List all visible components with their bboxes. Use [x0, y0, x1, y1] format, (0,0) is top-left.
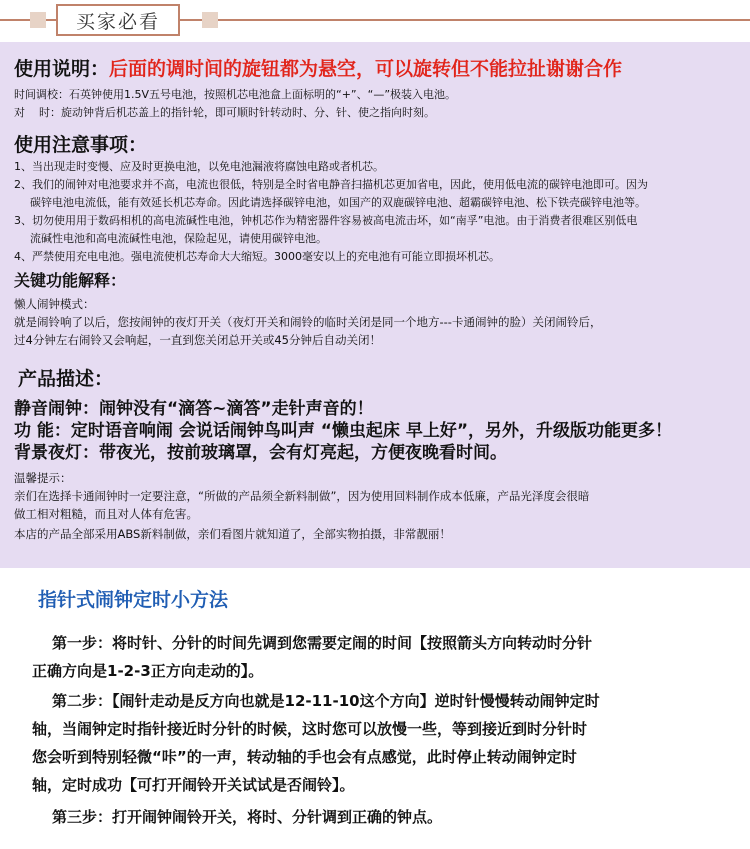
instructions-warning: 后面的调时间的旋钮都为悬空，可以旋转但不能拉扯谢谢合作 — [109, 58, 623, 80]
notes-heading: 使用注意事项： — [14, 134, 148, 156]
features-subtitle: 懒人闹钟模式： — [14, 297, 95, 311]
instruction-label: 时间调校： — [14, 88, 69, 101]
instruction-label: 对 时： — [14, 106, 61, 119]
product-line: 功 能：定时语音响闹 会说话闹钟鸟叫声 “懒虫起床 早上好”，另外，升级版功能更多！ — [14, 421, 673, 441]
note-line: 4、严禁使用充电电池。强电流使机芯寿命大大缩短。3000毫安以上的充电池有可能立即损坏机芯。 — [14, 250, 500, 263]
tips-line: 本店的产品全部采用ABS新料制做，亲们看图片就知道了，全部实物拍摄，非常靓丽！ — [14, 527, 451, 541]
method-step-line: 正确方向是1-2-3正方向走动的】。 — [32, 662, 264, 680]
instruction-text: 旋动钟背后机芯盖上的指针轮，即可顺时针转动时、分、针、使之指向时刻。 — [61, 106, 435, 119]
method-step-line: 轴，定时成功【可打开闹铃开关试试是否闹铃】。 — [32, 776, 355, 794]
instructions-heading: 使用说明： — [14, 58, 110, 80]
note-line: 1、当出现走时变慢、应及时更换电池，以免电池漏液将腐蚀电路或者机芯。 — [14, 160, 384, 173]
tips-heading: 温馨提示： — [14, 471, 72, 485]
method-step-line: 第二步：【闹针走动是反方向也就是12-11-10这个方向】逆时针慢慢转动闹钟定时 — [52, 692, 600, 710]
note-line: 流碱性电池和高电流碱性电池，保险起见，请使用碳锌电池。 — [30, 232, 327, 245]
instructions-heading-row — [14, 54, 622, 81]
instruction-row — [14, 104, 435, 120]
product-heading: 产品描述： — [18, 368, 114, 390]
note-line: 碳锌电池电流低，能有效延长机芯寿命。因此请选择碳锌电池，如国产的双鹿碳锌电池、超霸碳锌电池、松下铁壳碳锌电池等。 — [30, 196, 646, 209]
header-banner — [0, 0, 750, 40]
header-ornament-right — [202, 12, 218, 28]
features-line: 就是闹铃响了以后，您按闹钟的夜灯开关（夜灯开关和闹铃的临时关闭是同一个地方---卡通闹钟的脸）关闭闹铃后， — [14, 315, 602, 329]
note-line: 3、切勿使用用于数码相机的高电流碱性电池，钟机芯作为精密器件容易被高电流击坏，如“南孚”电池。由于消费者很难区别低电 — [14, 214, 638, 227]
features-line: 过4分钟左右闹铃又会响起，一直到您关闭总开关或45分钟后自动关闭！ — [14, 333, 381, 347]
method-title: 指针式闹钟定时小方法 — [38, 589, 229, 611]
header-ornament-left — [30, 12, 46, 28]
info-panel — [0, 42, 750, 568]
tips-line: 亲们在选择卡通闹钟时一定要注意，“所做的产品须全新料制做”，因为使用回料制作成本低廉，产品光泽度会很暗 — [14, 489, 590, 503]
tips-line: 做工相对粗糙，而且对人体有危害。 — [14, 507, 198, 521]
features-heading: 关键功能解释： — [14, 271, 127, 290]
method-step-line: 您会听到特别轻微“咔”的一声，转动轴的手也会有点感觉，此时停止转动闹钟定时 — [32, 748, 577, 766]
note-line: 2、我们的闹钟对电池要求并不高，电流也很低，特别是全时省电静音扫描机芯更加省电，因此，使用低电流的碳锌电池即可。因为 — [14, 178, 648, 191]
product-line: 背景夜灯：带夜光，按前玻璃罩，会有灯亮起，方便夜晚看时间。 — [14, 443, 507, 463]
method-step-line: 轴，当闹钟定时指针接近时分针的时候，这时您可以放慢一些，等到接近到时分针时 — [32, 720, 588, 738]
header-title: 买家必看 — [56, 4, 180, 36]
instruction-row — [14, 86, 456, 102]
product-line: 静音闹钟：闹钟没有“滴答~滴答”走针声音的！ — [14, 399, 374, 419]
instruction-text: 石英钟使用1.5V五号电池，按照机芯电池盒上面标明的“+”、“—”极装入电池。 — [69, 88, 457, 101]
method-step-line: 第三步：打开闹钟闹铃开关，将时、分针调到正确的钟点。 — [52, 808, 443, 826]
method-step-line: 第一步：将时针、分针的时间先调到您需要定闹的时间【按照箭头方向转动时分针 — [52, 634, 593, 652]
